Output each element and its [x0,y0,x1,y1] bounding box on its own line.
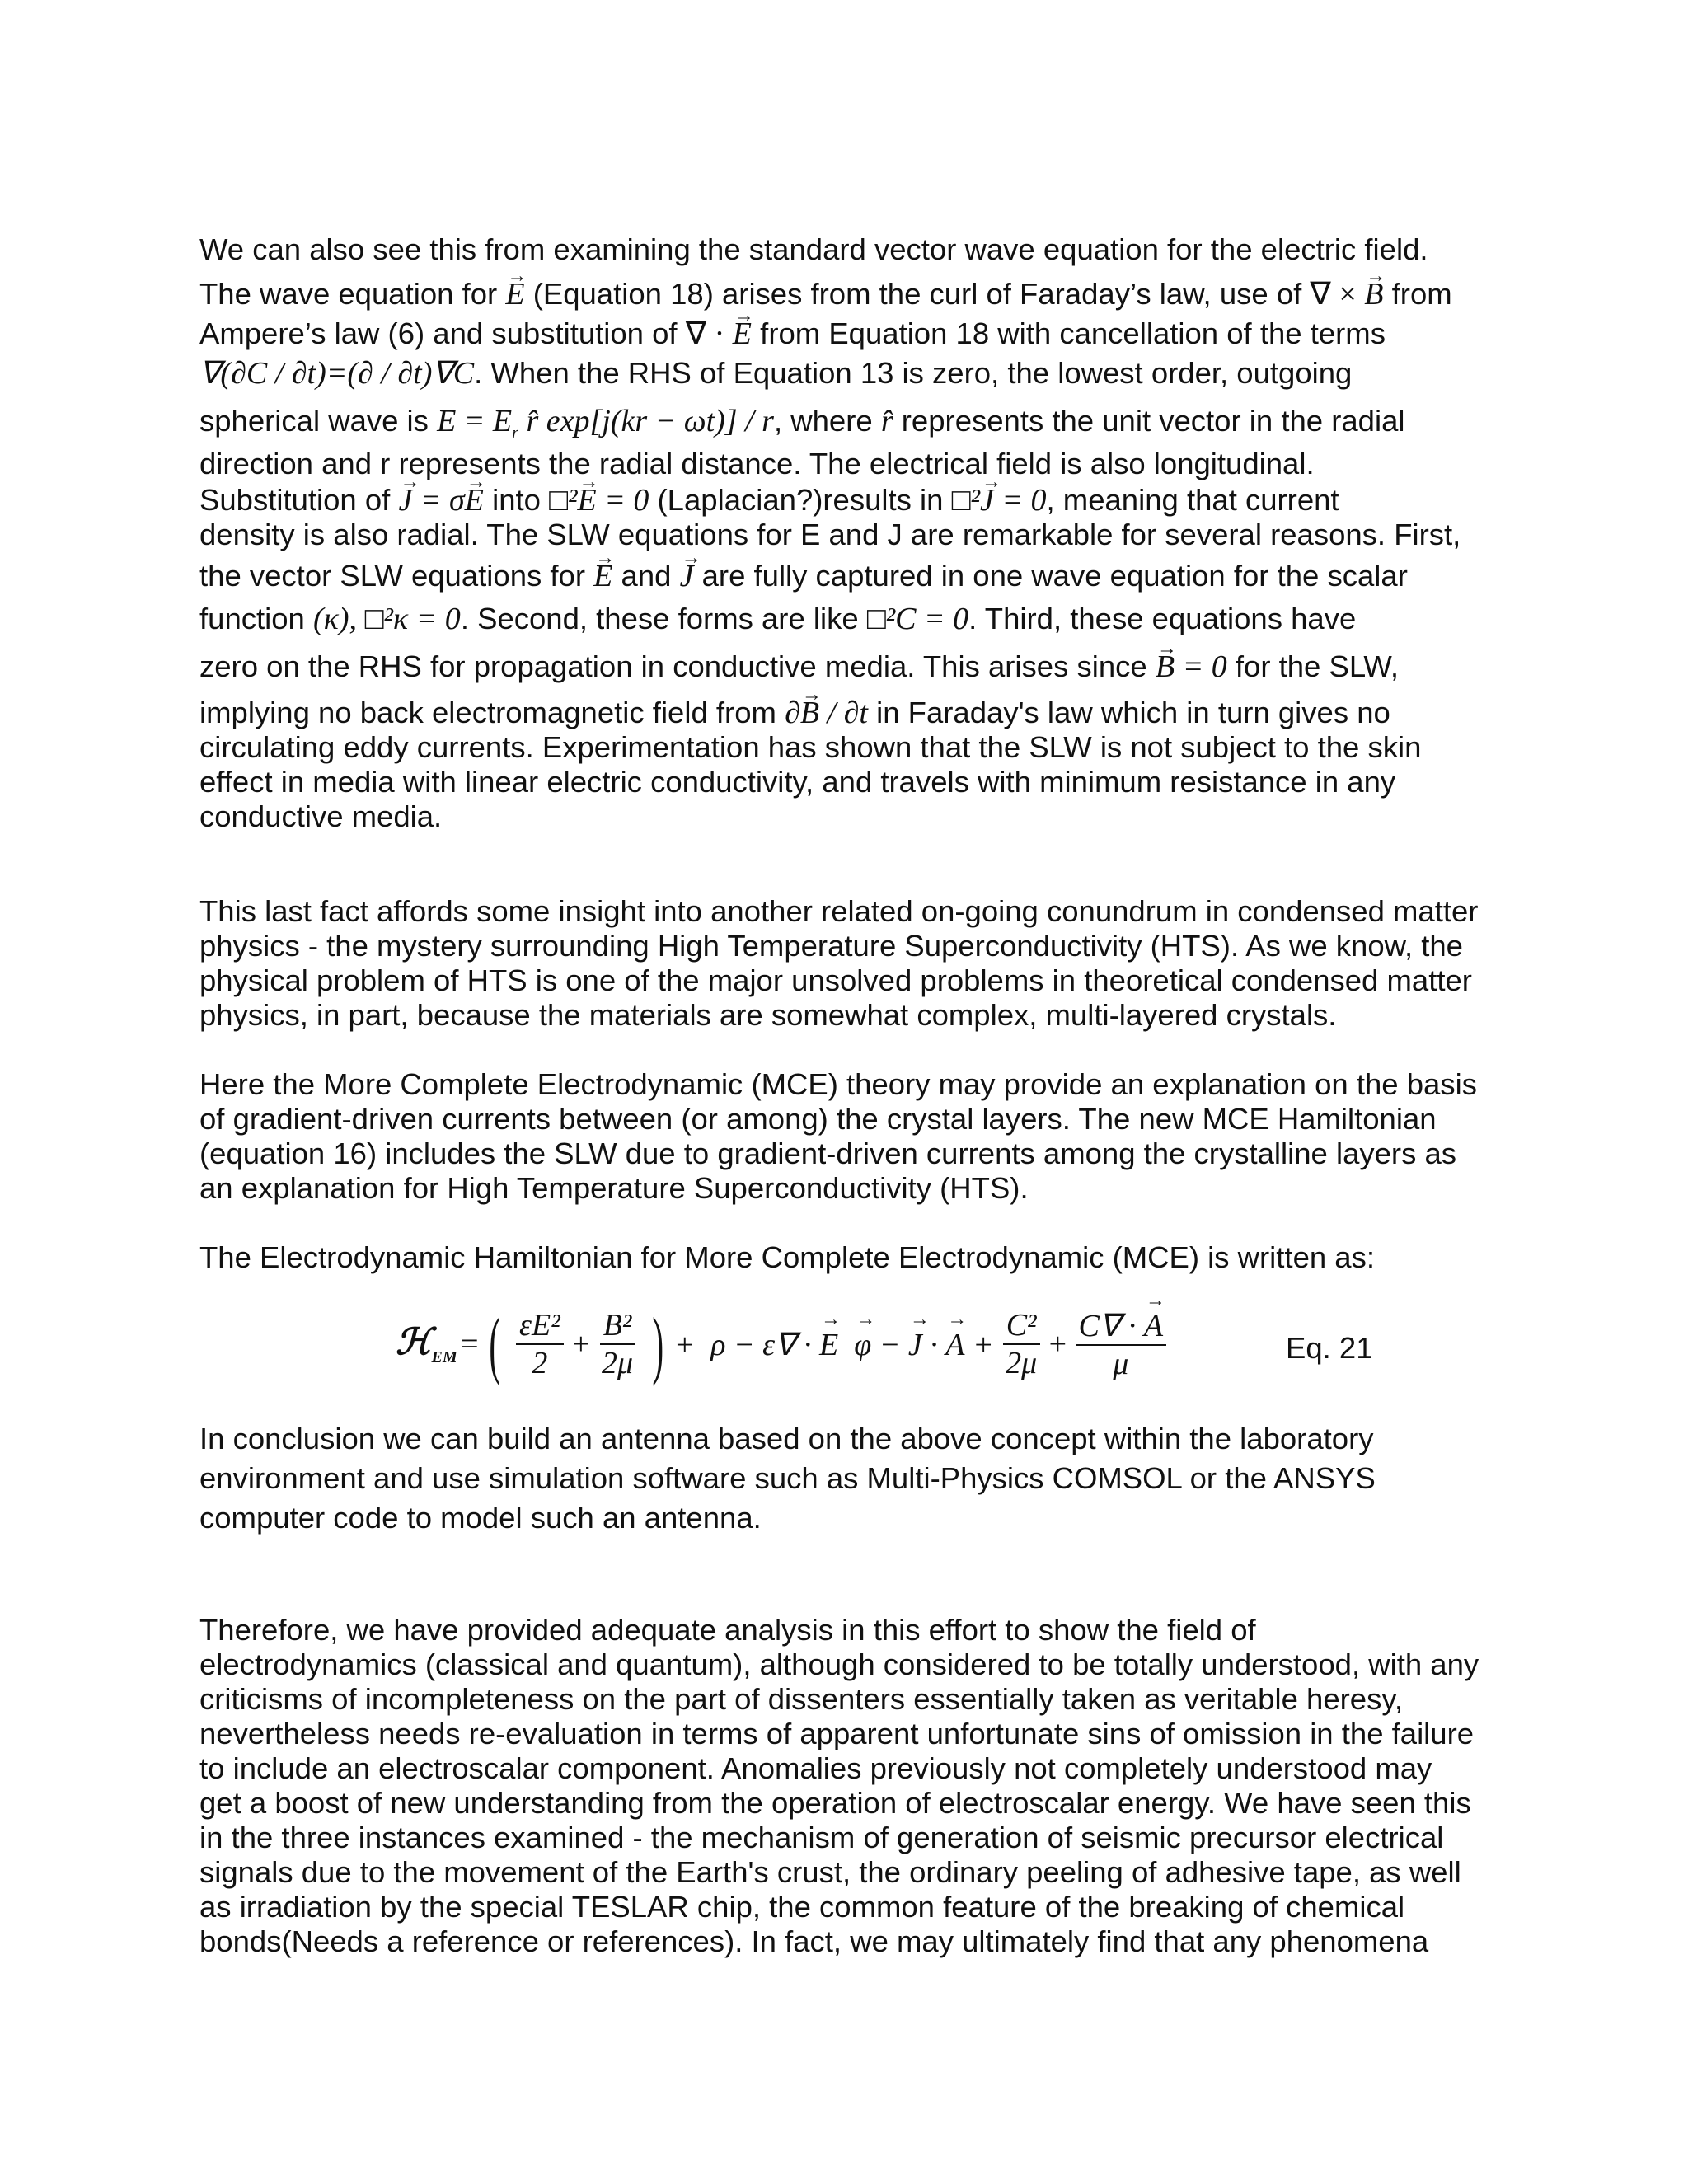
math-kappa: (κ), □²κ = 0 [313,602,461,636]
math-e-vector: → E [593,559,612,593]
math-gradient-identity: ∇(∂C / ∂t)=(∂ / ∂t)∇C [199,356,475,391]
equation-label: Eq. 21 [1286,1331,1373,1365]
text-line: This last fact affords some insight into another related on-going conundrum in condensed matter [199,894,1479,928]
text-line: to include an electroscalar component. Anomalies previously not completely understood may [199,1751,1432,1785]
math-spherical-wave: $E = E_r$ r̂ exp[j(kr − ωt)] / r [437,404,774,443]
text-line: environment and use simulation software such as Multi-Physics COMSOL or the ANSYS [199,1461,1376,1495]
paragraph-conclusion [199,1419,1518,1538]
text-line: criticisms of incompleteness on the part of dissenters essentially taken as veritable heresy, [199,1682,1403,1716]
text-line: signals due to the movement of the Earth's crust, the ordinary peeling of adhesive tape, as well [199,1855,1461,1889]
text-line: of gradient-driven currents between (or among) the crystal layers. The new MCE Hamiltonian [199,1102,1437,1136]
paragraph-wave-equation [199,232,1518,834]
text-line: function (κ), □²κ = 0. Second, these forms are like □²C = 0. Third, these equations have [199,602,1357,636]
math-curl-b: ∇ × → B [1310,277,1383,312]
math-div-e: ∇ · → E [686,316,752,351]
math-db-dt: ∂→ B / ∂t [785,696,868,730]
equation-21: ℋ$_{EM}$ = ( $\frac{\text{εE²}}{2}$ + $\frac{\text{B²}}{2\mu}$ ) + ρ − ε∇ · → E → φ − → J · → A + $\frac{\text{C²}}{2\mu}$ + $\frac{C\nabla \cdot \to A}{\mu}$ [396,1306,1385,1397]
text-line: ∇(∂C / ∂t)=(∂ / ∂t)∇C. When the RHS of Equation 13 is zero, the lowest order, outgoing [199,356,1353,391]
math-box-j: □²→ J = 0 [952,483,1047,518]
text-line: physics - the mystery surrounding High Temperature Superconductivity (HTS). As we know, the [199,929,1463,963]
text-line: Here the More Complete Electrodynamic (MCE) theory may provide an explanation on the basis [199,1067,1477,1101]
text-line: The Electrodynamic Hamiltonian for More Complete Electrodynamic (MCE) is written as: [199,1240,1375,1274]
text-line: direction and r represents the radial distance. The electrical field is also longitudinal. [199,447,1315,480]
math-ohm-law: → J = σ→ E [398,483,483,518]
text-line: (equation 16) includes the SLW due to gradient-driven currents among the crystalline layers as [199,1137,1457,1170]
text-line: circulating eddy currents. Experimentation has shown that the SLW is not subject to the skin [199,730,1422,764]
text-line: get a boost of new understanding from the operation of electroscalar energy. We have seen this [199,1786,1471,1820]
text-line: Therefore, we have provided adequate analysis in this effort to show the field of [199,1613,1256,1647]
text-line: In conclusion we can build an antenna based on the above concept within the laboratory [199,1422,1374,1455]
text-line: effect in media with linear electric conductivity, and travels with minimum resistance in any [199,765,1396,799]
text-line: electrodynamics (classical and quantum), although considered to be totally understood, with any [199,1647,1479,1681]
math-e-vector: → E [505,277,524,312]
text-line: We can also see this from examining the standard vector wave equation for the electric field. [199,232,1428,266]
text-line: as irradiation by the special TESLAR chip, the common feature of the breaking of chemical [199,1890,1405,1924]
text-line: an explanation for High Temperature Superconductivity (HTS). [199,1171,1029,1205]
math-box-c: □²C = 0 [866,602,969,636]
math-b-zero: → B = 0 [1156,649,1227,684]
text-line: physics, in part, because the materials are somewhat complex, multi-layered crystals. [199,998,1337,1032]
text-line: spherical wave is $E = E_r$ r̂ exp[j(kr − ωt)] / r, where r̂ represents the unit vector in the radial [199,404,1405,443]
text-line: physical problem of HTS is one of the major unsolved problems in theoretical condensed matter [199,963,1472,997]
text-line: bonds(Needs a reference or references). In fact, we may ultimately find that any phenomena [199,1924,1429,1958]
hamiltonian-symbol: ℋ$_{EM}$ [396,1322,457,1366]
math-box-e: □²→ E = 0 [549,483,649,518]
text-line: zero on the RHS for propagation in conductive media. This arises since → B = 0 for the SLW, [199,649,1518,684]
paragraph-therefore [199,1613,1518,1959]
text-line: The wave equation for → E (Equation 18) arises from the curl of Faraday’s law, use of ∇ × → B from [199,277,1518,312]
text-line: implying no back electromagnetic field from ∂→ B / ∂t in Faraday's law which in turn gives no [199,696,1518,730]
text-line: the vector SLW equations for → E and → J are fully captured in one wave equation for the scalar [199,559,1518,593]
math-r-hat: r̂ [880,404,893,438]
paragraph-hamiltonian-intro [199,1240,1518,1275]
text-line: in the three instances examined - the mechanism of generation of seismic precursor electrical [199,1821,1444,1854]
text-line: Ampere’s law (6) and substitution of ∇ · → E from Equation 18 with cancellation of the terms [199,316,1518,351]
text-line: Substitution of → J = σ→ E into □²→ E = 0 (Laplacian?)results in □²→ J = 0, meaning that current [199,483,1518,518]
text-line: conductive media. [199,799,443,833]
text-line: nevertheless needs re-evaluation in terms of apparent unfortunate sins of omission in the failure [199,1717,1475,1750]
math-j-vector: → J [680,559,694,593]
text-line: density is also radial. The SLW equations for E and J are remarkable for several reasons. First, [199,518,1461,551]
paragraph-hts [199,894,1518,1033]
text-line: computer code to model such an antenna. [199,1501,762,1535]
paragraph-mce [199,1067,1518,1206]
